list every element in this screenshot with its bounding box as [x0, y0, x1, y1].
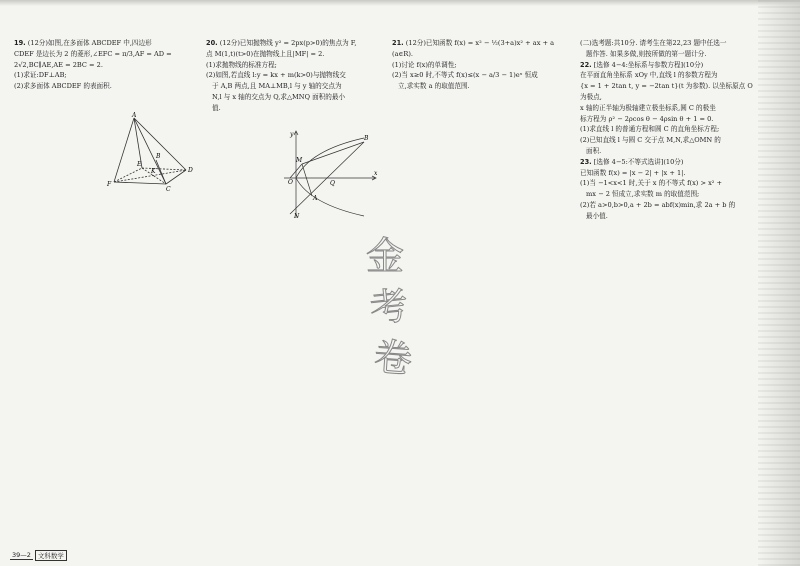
label-b: B	[156, 153, 161, 160]
question-text-line: mx − 2 恒成立,求实数 m 的取值范围;	[586, 190, 700, 199]
question-text-line: (12分)如图,在多面体 ABCDEF 中,四边形	[27, 39, 152, 47]
sub-question: (2)当 x≥0 时,不等式 f(x)≤(x − a/3 − 1)eˣ 恒成	[392, 71, 538, 80]
question-text-line: 已知函数 f(x) = |x − 2| + |x + 1|.	[580, 168, 686, 177]
label-a: A	[313, 195, 318, 202]
label-e: E	[137, 161, 142, 168]
question-20	[206, 38, 384, 114]
edge-fc	[114, 182, 166, 184]
question-text-line: [选修 4−4:坐标系与参数方程](10分)	[593, 60, 704, 69]
question-text-line: 于 A,B 两点,且 MA⊥MB,l 与 y 轴的交点为	[212, 82, 342, 91]
question-text-line: (12分)已知函数 f(x) = x² − ½(3+a)x² + ax + a	[405, 39, 555, 47]
question-number: 20.	[206, 39, 218, 47]
question-text-line: x 轴的正半轴为极轴建立极坐标系,圆 C 的极坐	[580, 103, 716, 112]
elective-intro-line: (二)选考题:共10分. 请考生在第22,23 题中任选一	[580, 39, 727, 47]
elective-section	[580, 38, 758, 222]
question-19	[14, 38, 190, 92]
page-number: 39—2	[12, 551, 31, 559]
sub-question: (1)求证:DF⊥AB;	[14, 71, 67, 80]
question-text-line: 立,求实数 a 的取值范围.	[398, 82, 470, 91]
label-n: N	[294, 213, 300, 220]
parabola-figure	[280, 128, 380, 220]
question-text-line: 值.	[212, 103, 221, 112]
sub-question: (1)求抛物线的标准方程;	[206, 60, 277, 69]
question-text-line: 最小值.	[586, 211, 608, 220]
label-x: x	[374, 170, 378, 177]
question-21	[392, 38, 570, 92]
watermark-char: 金	[365, 234, 404, 278]
question-text-line: 2√2,BC∥AE,AE = 2BC = 2.	[14, 60, 103, 69]
subject-label: 文科数学	[35, 550, 67, 561]
polyhedron-figure	[104, 110, 198, 192]
watermark-stamp	[340, 232, 430, 382]
question-text-line: 点 M(1,t)(t>0)在抛物线上且|MF| = 2.	[206, 49, 325, 58]
question-text-line: CDEF 是边长为 2 的菱形,∠EFC = π/3,AF = AD =	[14, 49, 172, 58]
sub-question: (2)若 a>0,b>0,a + 2b = abf(x)min,求 2a + b 的	[580, 200, 736, 209]
elective-intro-line: 题作答. 如果多做,则按所做的第一题计分.	[586, 49, 707, 58]
edge-ab	[134, 118, 166, 184]
diagonal-fd	[114, 170, 186, 182]
question-text-line: 标方程为 ρ² − 2ρcos θ − 4ρsin θ + 1 = 0.	[580, 114, 714, 123]
label-y: y	[290, 131, 294, 138]
question-text-line: (a∈R).	[392, 49, 414, 58]
sub-question: (2)如图,若直线 l:y = kx + m(k>0)与抛物线交	[206, 71, 346, 80]
question-number: 22.	[580, 60, 592, 69]
label-a: A	[132, 112, 137, 119]
label-o: O	[288, 179, 293, 186]
question-text-line: 面积.	[586, 146, 602, 155]
sub-question: (2)已知直线 l 与圆 C 交于点 M,N,求△OMN 的	[580, 136, 721, 145]
label-m: M	[296, 157, 303, 164]
sub-question: (1)讨论 f(x)的单调性;	[392, 60, 457, 69]
question-text-line: {x = 1 + 2tan t, y = −2tan t}(t 为参数). 以坐标原点 O 为极点,	[580, 82, 753, 101]
sub-question: (2)求多面体 ABCDEF 的表面积.	[14, 82, 112, 91]
scan-edge-top	[0, 0, 800, 6]
edge-ed	[142, 168, 186, 170]
sub-question: (1)求直线 l 的普通方程和圆 C 的直角坐标方程;	[580, 125, 720, 134]
question-number: 23.	[580, 157, 592, 166]
question-text-line: (12分)已知抛物线 y² = 2px(p>0)的焦点为 F,	[219, 39, 357, 47]
watermark-char: 卷	[372, 334, 414, 382]
segment-mb	[302, 142, 364, 164]
label-c: C	[166, 186, 171, 192]
sub-question: (1)当 −1<x<1 时,关于 x 的不等式 f(x) > x² +	[580, 179, 723, 188]
question-text-line: 在平面直角坐标系 xOy 中,直线 l 的参数方程为	[580, 71, 718, 80]
question-text-line: [选修 4−5:不等式选讲](10分)	[593, 157, 684, 166]
watermark-char: 考	[367, 283, 411, 331]
label-q: Q	[330, 180, 335, 187]
question-number: 19.	[14, 39, 26, 47]
question-text-line: N,l 与 x 轴的交点为 Q,求△MNQ 面积的最小	[212, 92, 346, 101]
scan-edge-right	[758, 0, 800, 566]
edge-ad	[134, 118, 186, 170]
label-k: K	[151, 168, 156, 175]
question-number: 21.	[392, 39, 404, 47]
edge-cd	[166, 170, 186, 184]
edge-af	[114, 118, 134, 182]
page-footer	[10, 550, 67, 561]
label-f: F	[107, 181, 112, 188]
label-d: D	[188, 167, 193, 174]
label-b: B	[364, 135, 369, 142]
